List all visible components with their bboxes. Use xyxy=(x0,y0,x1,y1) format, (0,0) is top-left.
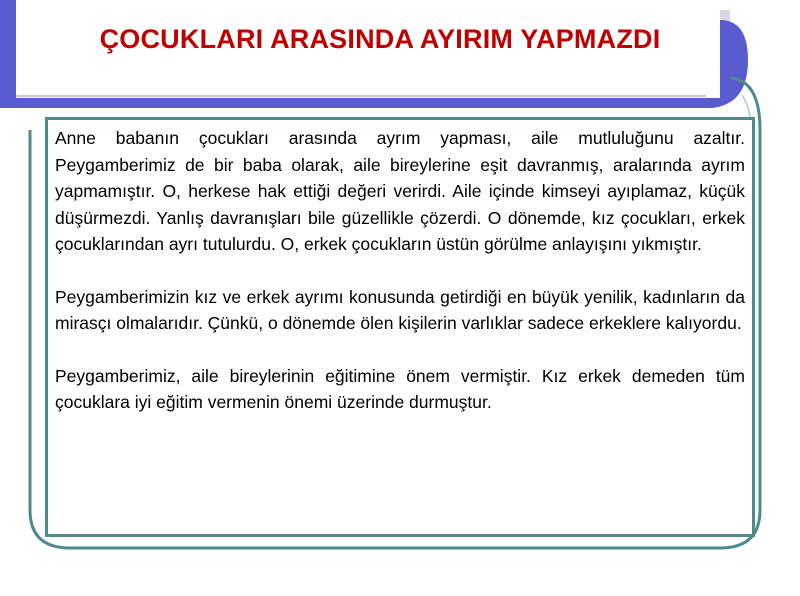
frame-left-strip xyxy=(0,0,16,104)
content-text xyxy=(55,125,745,442)
slide-title: ÇOCUKLARI ARASINDA AYIRIM YAPMAZDI xyxy=(99,24,661,54)
title-bar-bottom-strip xyxy=(0,98,708,108)
paragraph-3: Peygamberimiz, aile bireylerinin eğitimine önem vermiştir. Kız erkek demeden tüm çocuklara iyi eğitim vermenin önemi üzerinde durmuştur. xyxy=(55,365,745,412)
paragraph-1: Anne babanın çocukları arasında ayrım yapması, aile mutluluğunu azaltır. Peygamberimiz de bir baba olarak, aile bireylerine eşit davranmış, aralarında ayrım yapmamıştır. O, herkese hak ettiği değeri verirdi. Aile içinde kimseyi ayıplamaz, küçük düşürmezdi. Yanlış davranışları bile güzellikle çözerdi. O dönemde, kız çocukları, erkek çocuklarından ayrı tutulurdu. O, erkek çocukların üstün görülme anlayışını yıkmıştır. xyxy=(55,128,745,254)
paragraph-2: Peygamberimizin kız ve erkek ayrımı konusunda getirdiği en büyük yenilik, kadınların da mirasçı olmalarıdır. Çünkü, o dönemde ölen kişilerin varlıklar sadece erkeklere kalıyordu. xyxy=(55,286,745,333)
